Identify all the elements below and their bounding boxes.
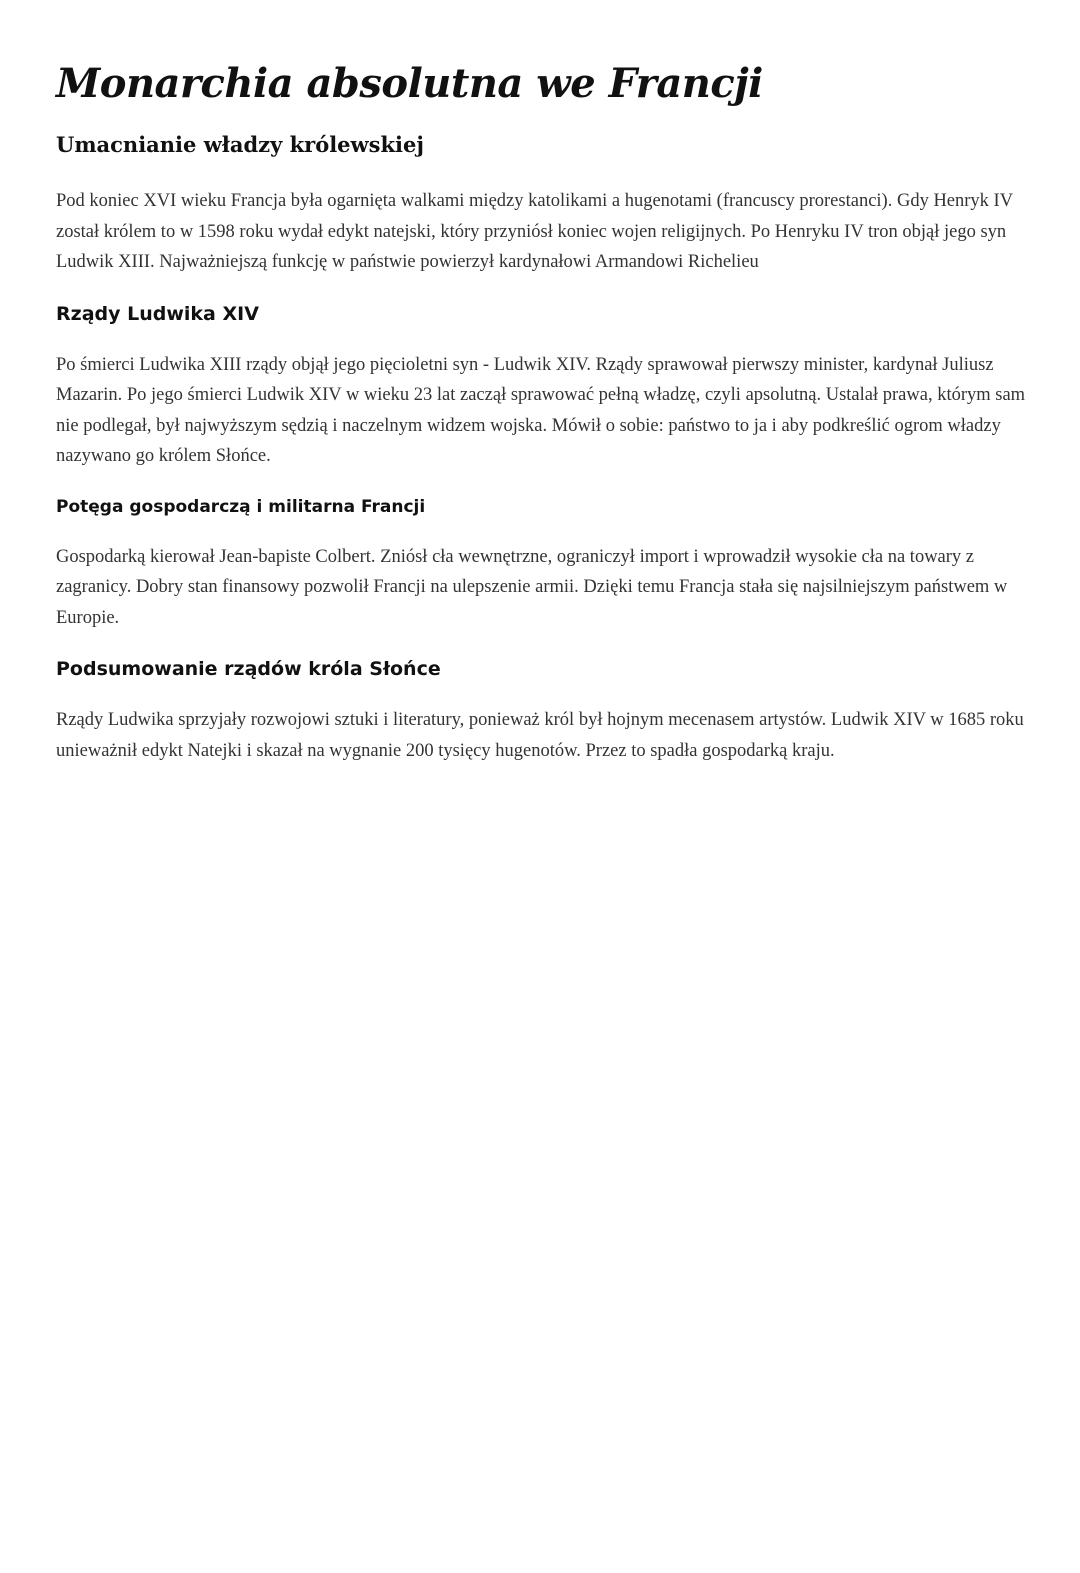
document-page <box>56 56 1028 766</box>
section-text-potega: Gospodarką kierował Jean-bapiste Colbert. Zniósł cła wewnętrzne, ograniczył import i wprowadził wysokie cła na towary z zagranicy. Dobry stan finansowy pozwolił Francji na ulepszenie armii. Dzięki temu Francja stała się najsilniejszym państwem w Europie. <box>56 546 1008 628</box>
section-heading-podsumowanie: Podsumowanie rządów króla Słońce <box>56 658 441 680</box>
section-text-podsumowanie: Rządy Ludwika sprzyjały rozwojowi sztuki i literatury, ponieważ król był hojnym mecenasem artystów. Ludwik XIV w 1685 roku unieważnił edykt Natejki i skazał na wygnanie 200 tysięcy hugenotów. Przez to spadła gospodarką kraju. <box>56 710 1024 761</box>
document-title: Monarchia absolutna we Francji <box>56 60 763 107</box>
section-heading-potega: Potęga gospodarczą i militarna Francji <box>56 496 426 517</box>
section-text-umacnianie: Pod koniec XVI wieku Francja była ogarnięta walkami między katolikami a hugenotami (francuscy prorestanci). Gdy Henryk IV został królem to w 1598 roku wydał edykt natejski, który przyniósł koniec wojen religijnych. Po Henryku IV tron objął jego syn Ludwik XIII. Najważniejszą funkcję w państwie powierzył kardynałowi Armandowi Richelieu <box>56 191 1013 272</box>
section-heading-rzady-ludwika: Rządy Ludwika XIV <box>56 302 259 325</box>
section-heading-umacnianie: Umacnianie władzy królewskiej <box>56 132 424 157</box>
section-text-rzady-ludwika: Po śmierci Ludwika XIII rządy objął jego pięcioletni syn - Ludwik XIV. Rządy sprawował pierwszy minister, kardynał Juliusz Mazarin. Po jego śmierci Ludwik XIV w wieku 23 lat zaczął sprawować pełną władzę, czyli apsolutną. Ustalał prawa, którym sam nie podlegał, był najwyższym sędzią i naczelnym widzem wojska. Mówił o sobie: państwo to ja i aby podkreślić ogrom władzy nazywano go królem Słońce. <box>56 354 1026 466</box>
